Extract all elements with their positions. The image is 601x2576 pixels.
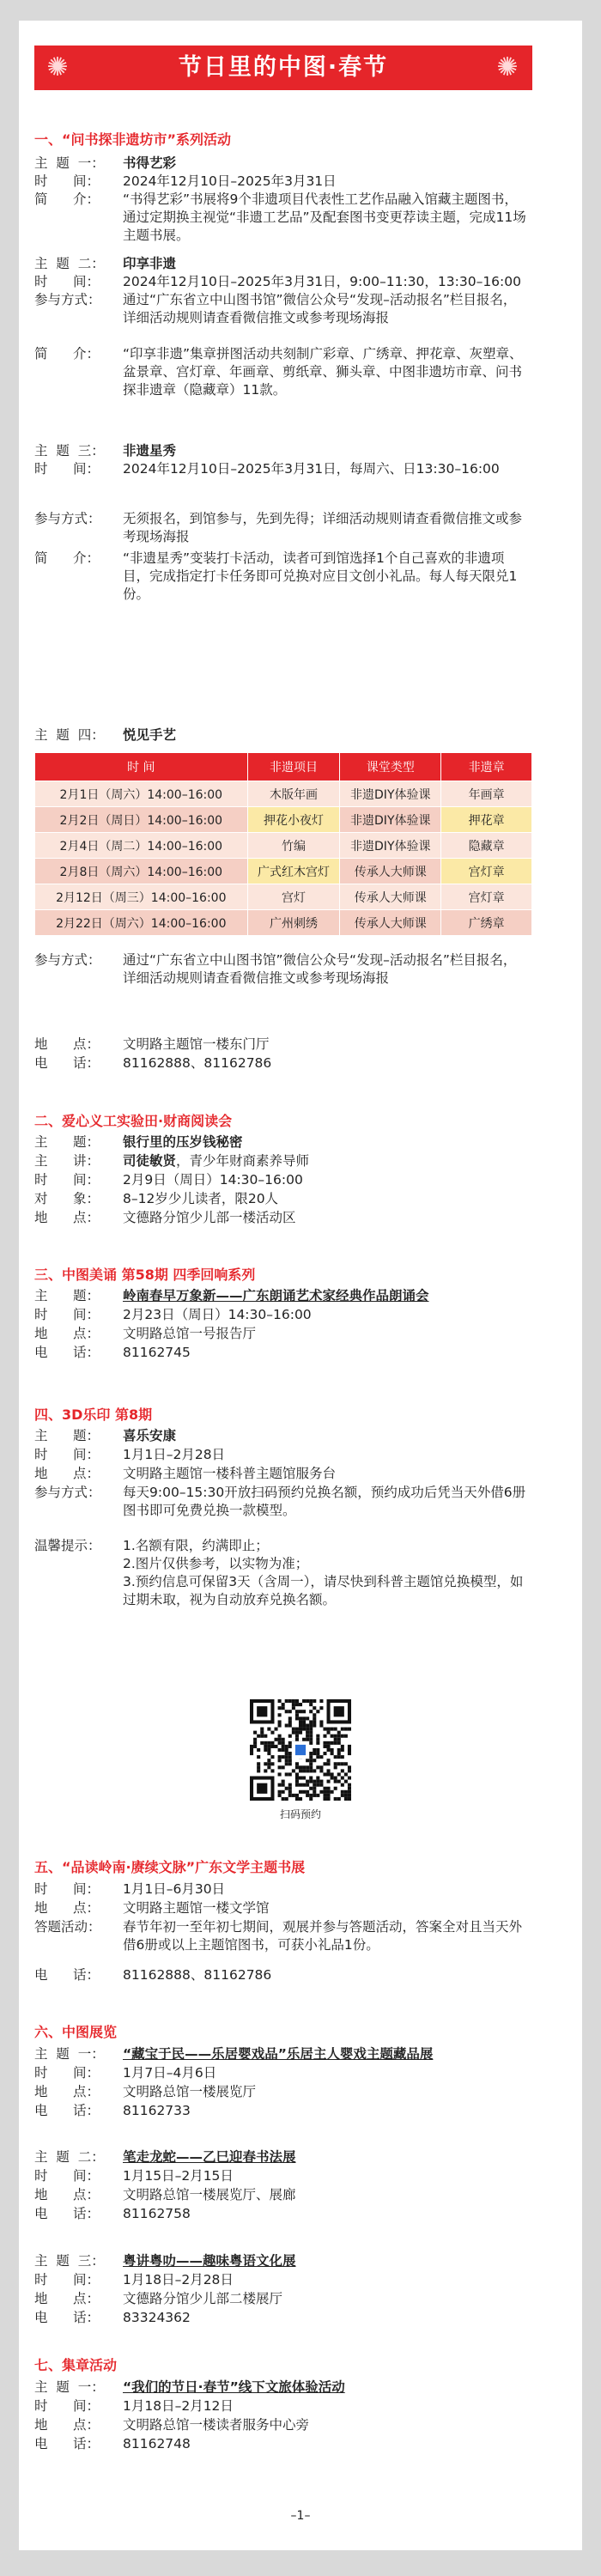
firework-icon: ✺ [46,52,70,82]
table-row: 2月8日（周六）14:00–16:00 广式红木宫灯 传承人大师课 宫灯章 [35,859,532,884]
col-header: 非遗章 [441,753,532,781]
firework-icon: ✺ [496,52,520,82]
section-heading-5: 五、“品读岭南·赓续文脉”广东文学主题书展 [34,1859,306,1875]
schedule-table [34,752,532,936]
table-row: 2月12日（周三）14:00–16:00 宫灯 传承人大师课 宫灯章 [35,884,532,910]
col-header: 非遗项目 [247,753,340,781]
col-header: 课堂类型 [340,753,441,781]
section-heading-3: 三、中图美诵 第58期 四季回响系列 [34,1267,256,1283]
table-header-row [35,753,532,781]
table-row: 2月1日（周六）14:00–16:00 木版年画 非遗DIY体验课 年画章 [35,781,532,807]
qr-caption: 扫码预约 [279,1808,321,1820]
table-row: 2月2日（周日）14:00–16:00 押花小夜灯 非遗DIY体验课 押花章 [35,807,532,833]
section-heading-4: 四、3D乐印 第8期 [34,1406,153,1423]
section-heading-2: 二、爱心义工实验田·财商阅读会 [34,1113,233,1129]
section-heading-6: 六、中图展览 [34,2024,118,2040]
page-number: –1– [290,2509,311,2523]
tip-item: 3.预约信息可保留3天（含周一），请尽快到科普主题馆兑换模型，如过期未取，视为自动放弃兑换名额。 [123,1574,524,1607]
section-heading-7: 七、集章活动 [34,2357,118,2373]
section-heading-1: 一、“问书探非遗坊市”系列活动 [34,131,232,148]
qr-code-icon[interactable] [250,1699,351,1801]
table-row: 2月22日（周六）14:00–16:00 广州刺绣 传承人大师课 广绣章 [35,910,532,936]
tip-item: 1.名额有限，约满即止； [123,1538,269,1553]
title-banner [34,46,532,90]
page-title: 节日里的中图·春节 [178,54,389,81]
col-header: 时 间 [35,753,248,781]
tip-item: 2.图片仅供参考，以实物为准； [123,1556,309,1571]
table-row: 2月4日（周二）14:00–16:00 竹编 非遗DIY体验课 隐藏章 [35,833,532,859]
